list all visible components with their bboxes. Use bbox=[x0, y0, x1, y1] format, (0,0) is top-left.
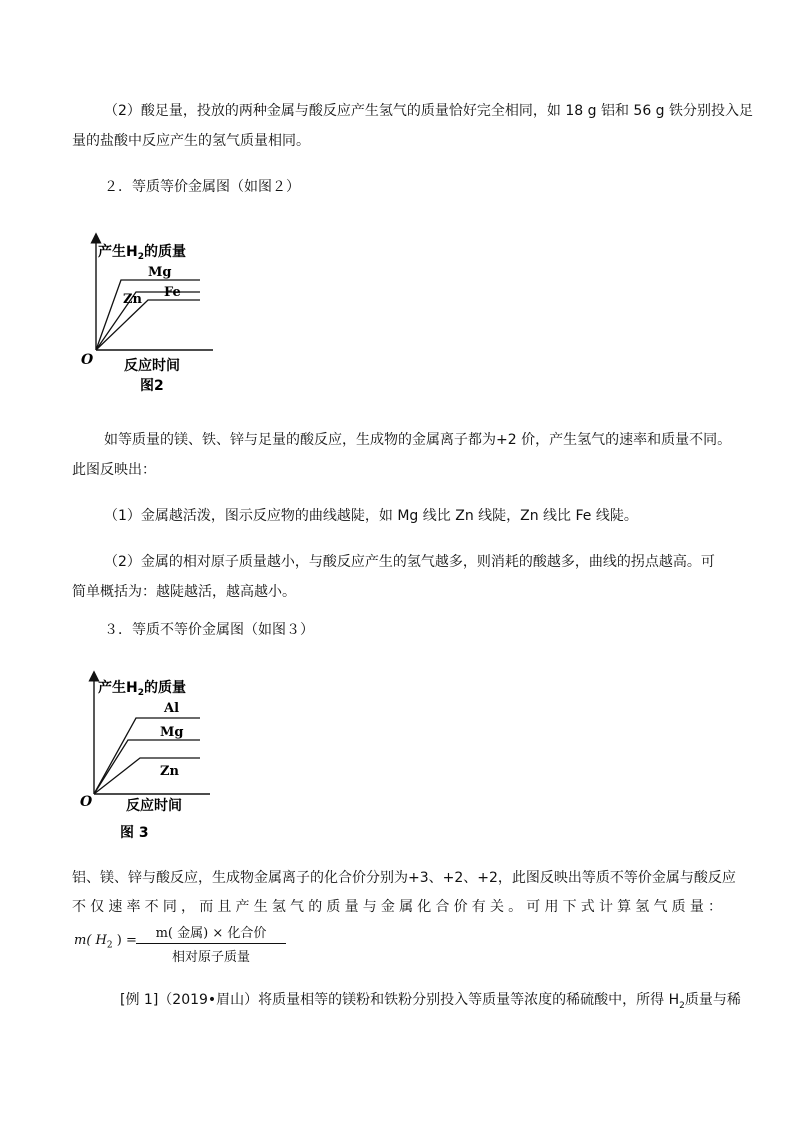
para4-line2: 简单概括为：越陡越活，越高越小。 bbox=[72, 584, 296, 600]
heading-figure3: ３．等质不等价金属图（如图３） bbox=[104, 622, 314, 638]
para1-line1: （2）酸足量，投放的两种金属与酸反应产生氢气的质量恰好完全相同，如 18 g 铝和 56 g 铁分别投入足 bbox=[104, 103, 754, 119]
formula-numerator: m( 金属) × 化合价 bbox=[136, 922, 286, 944]
fig3-al-line bbox=[94, 718, 200, 794]
formula-fraction bbox=[136, 922, 286, 965]
fig3-zn-line bbox=[94, 758, 200, 794]
para3: （1）金属越活泼，图示反应物的曲线越陡，如 Mg 线比 Zn 线陡，Zn 线比 Fe 线陡。 bbox=[104, 508, 638, 524]
fig2-xlabel: 反应时间 bbox=[124, 358, 180, 374]
formula-denominator: 相对原子质量 bbox=[171, 950, 250, 965]
para5-line1: 铝、镁、锌与酸反应，生成物金属离子的化合价分别为+3、+2、+2，此图反映出等质不等价金属与酸反应 bbox=[72, 870, 736, 886]
hydrogen-mass-formula bbox=[74, 922, 304, 964]
para2-line2: 此图反映出： bbox=[72, 462, 156, 478]
para5-line2: 不仅速率不同，而且产生氢气的质量与金属化合价有关。可用下式计算氢气质量： bbox=[72, 899, 722, 915]
fig3-label-mg: Mg bbox=[160, 725, 184, 740]
fig2-label-fe: Fe bbox=[164, 285, 181, 300]
fig2-origin: O bbox=[81, 352, 94, 368]
fig3-ylabel: 产生$H_2$的质量 bbox=[98, 680, 186, 698]
fig2-label-mg: Mg bbox=[148, 265, 172, 280]
fig3-origin: O bbox=[80, 794, 93, 810]
para2-line1: 如等质量的镁、铁、锌与足量的酸反应，生成物的金属离子都为+2 价，产生氢气的速率和质量不同。 bbox=[104, 432, 732, 448]
figure2-graph bbox=[78, 232, 218, 402]
para1-line2: 量的盐酸中反应产生的氢气质量相同。 bbox=[72, 133, 310, 149]
fig2-caption: 图2 bbox=[140, 378, 164, 394]
fig2-label-zn: Zn bbox=[123, 292, 142, 307]
fig2-ylabel: 产生$H_2$的质量 bbox=[98, 244, 186, 262]
fig3-label-al: Al bbox=[164, 701, 180, 716]
heading-figure2: ２．等质等价金属图（如图２） bbox=[104, 179, 300, 195]
fig3-xlabel: 反应时间 bbox=[126, 798, 182, 814]
formula-lhs: m( $H_2$ ) = bbox=[74, 933, 137, 951]
para4-line1: （2）金属的相对原子质量越小，与酸反应产生的氢气越多，则消耗的酸越多，曲线的拐点越高。可 bbox=[104, 554, 715, 570]
fig2-mg-line bbox=[96, 280, 200, 350]
figure3-graph bbox=[78, 670, 218, 850]
fig3-caption: 图 3 bbox=[120, 825, 149, 841]
example-1: [例 1]（2019•眉山）将质量相等的镁粉和铁粉分别投入等质量等浓度的稀硫酸中，所得 $H_2$质量与稀 bbox=[120, 992, 741, 1011]
fig3-label-zn: Zn bbox=[160, 764, 179, 779]
fig3-mg-line bbox=[94, 740, 200, 794]
